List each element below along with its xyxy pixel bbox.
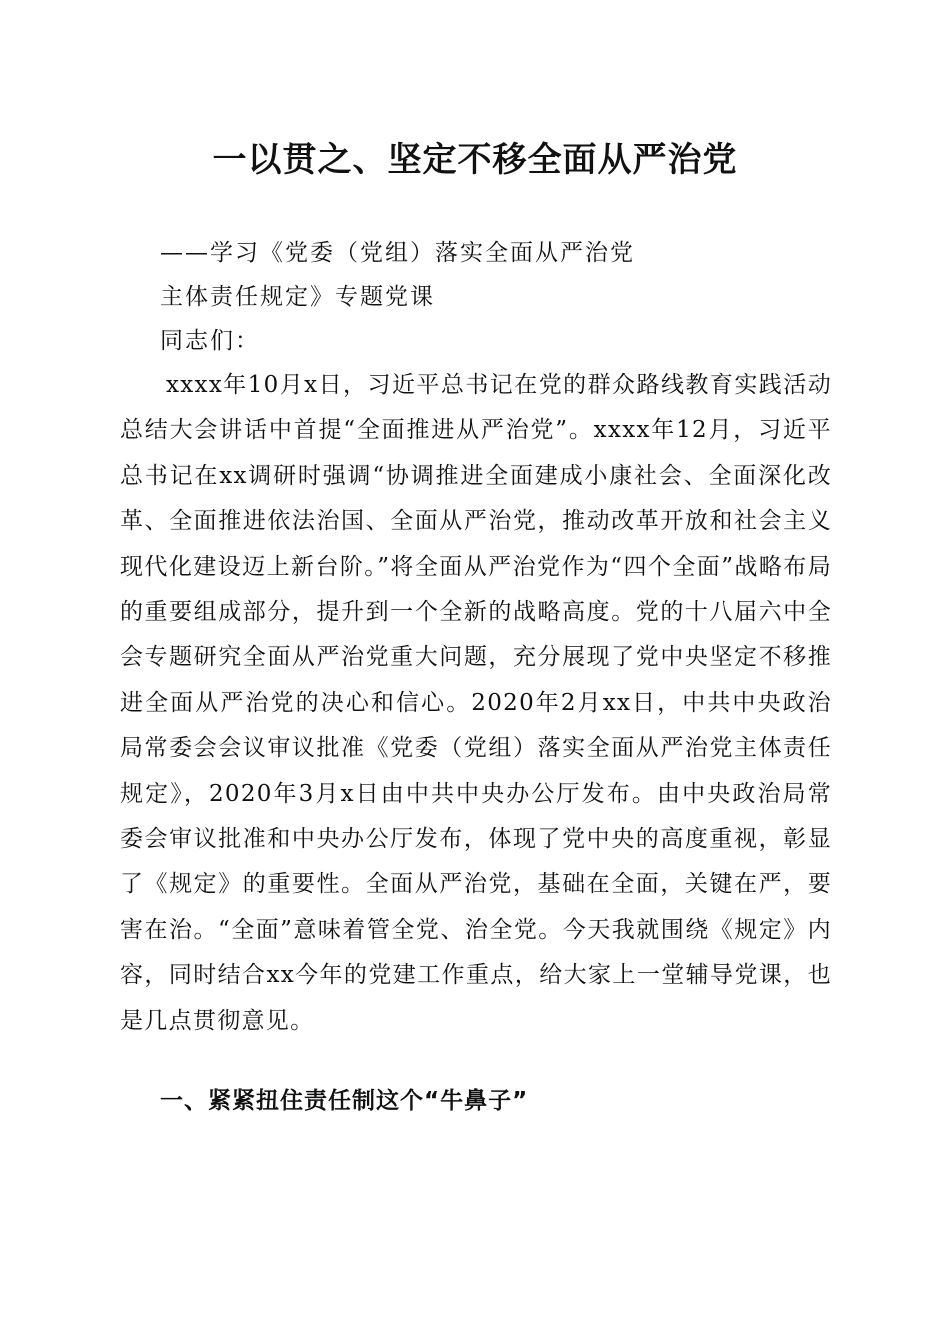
greeting: 同志们： — [160, 328, 260, 354]
subtitle-line-1: ——学习《党委（党组）落实全面从严治党 — [160, 240, 635, 266]
document-title: 一以贯之、坚定不移全面从严治党 — [212, 140, 738, 180]
body-paragraph: xxxx年10月x日，习近平总书记在党的群众路线教育实践活动总结大会讲话中首提“全面推进从严治党”。xxxx年12月，习近平总书记在xx调研时强调“协调推进全面建成小康社会、全面深化改革、全面推进依法治国、全面从严治党，推动改革开放和社会主义现代化建设迈上新台阶。”将全面从严治党作为“四个全面”战略布局的重要组成部分，提升到一个全新的战略高度。党的十八届六中全会专题研究全面从严治党重大问题，充分展现了党中央坚定不移推进全面从严治党的决心和信心。2020年2月xx日，中共中央政治局常委会会议审议批准《党委（党组）落实全面从严治党主体责任规定》，2020年3月x日由中共中央办公厅发布。由中央政治局常委会审议批准和中央办公厅发布，体现了党中央的高度重视，彰显了《规定》的重要性。全面从严治党，基础在全面，关键在严，要害在治。“全面”意味着管全党、治全党。今天我就围绕《规定》内容，同时结合xx今年的党建工作重点，给大家上一堂辅导党课，也是几点贯彻意见。 — [120, 372, 832, 1034]
subtitle-line-2: 主体责任规定》专题党课 — [160, 284, 435, 310]
section-heading: 一、紧紧扭住责任制这个“牛鼻子” — [160, 1088, 529, 1114]
